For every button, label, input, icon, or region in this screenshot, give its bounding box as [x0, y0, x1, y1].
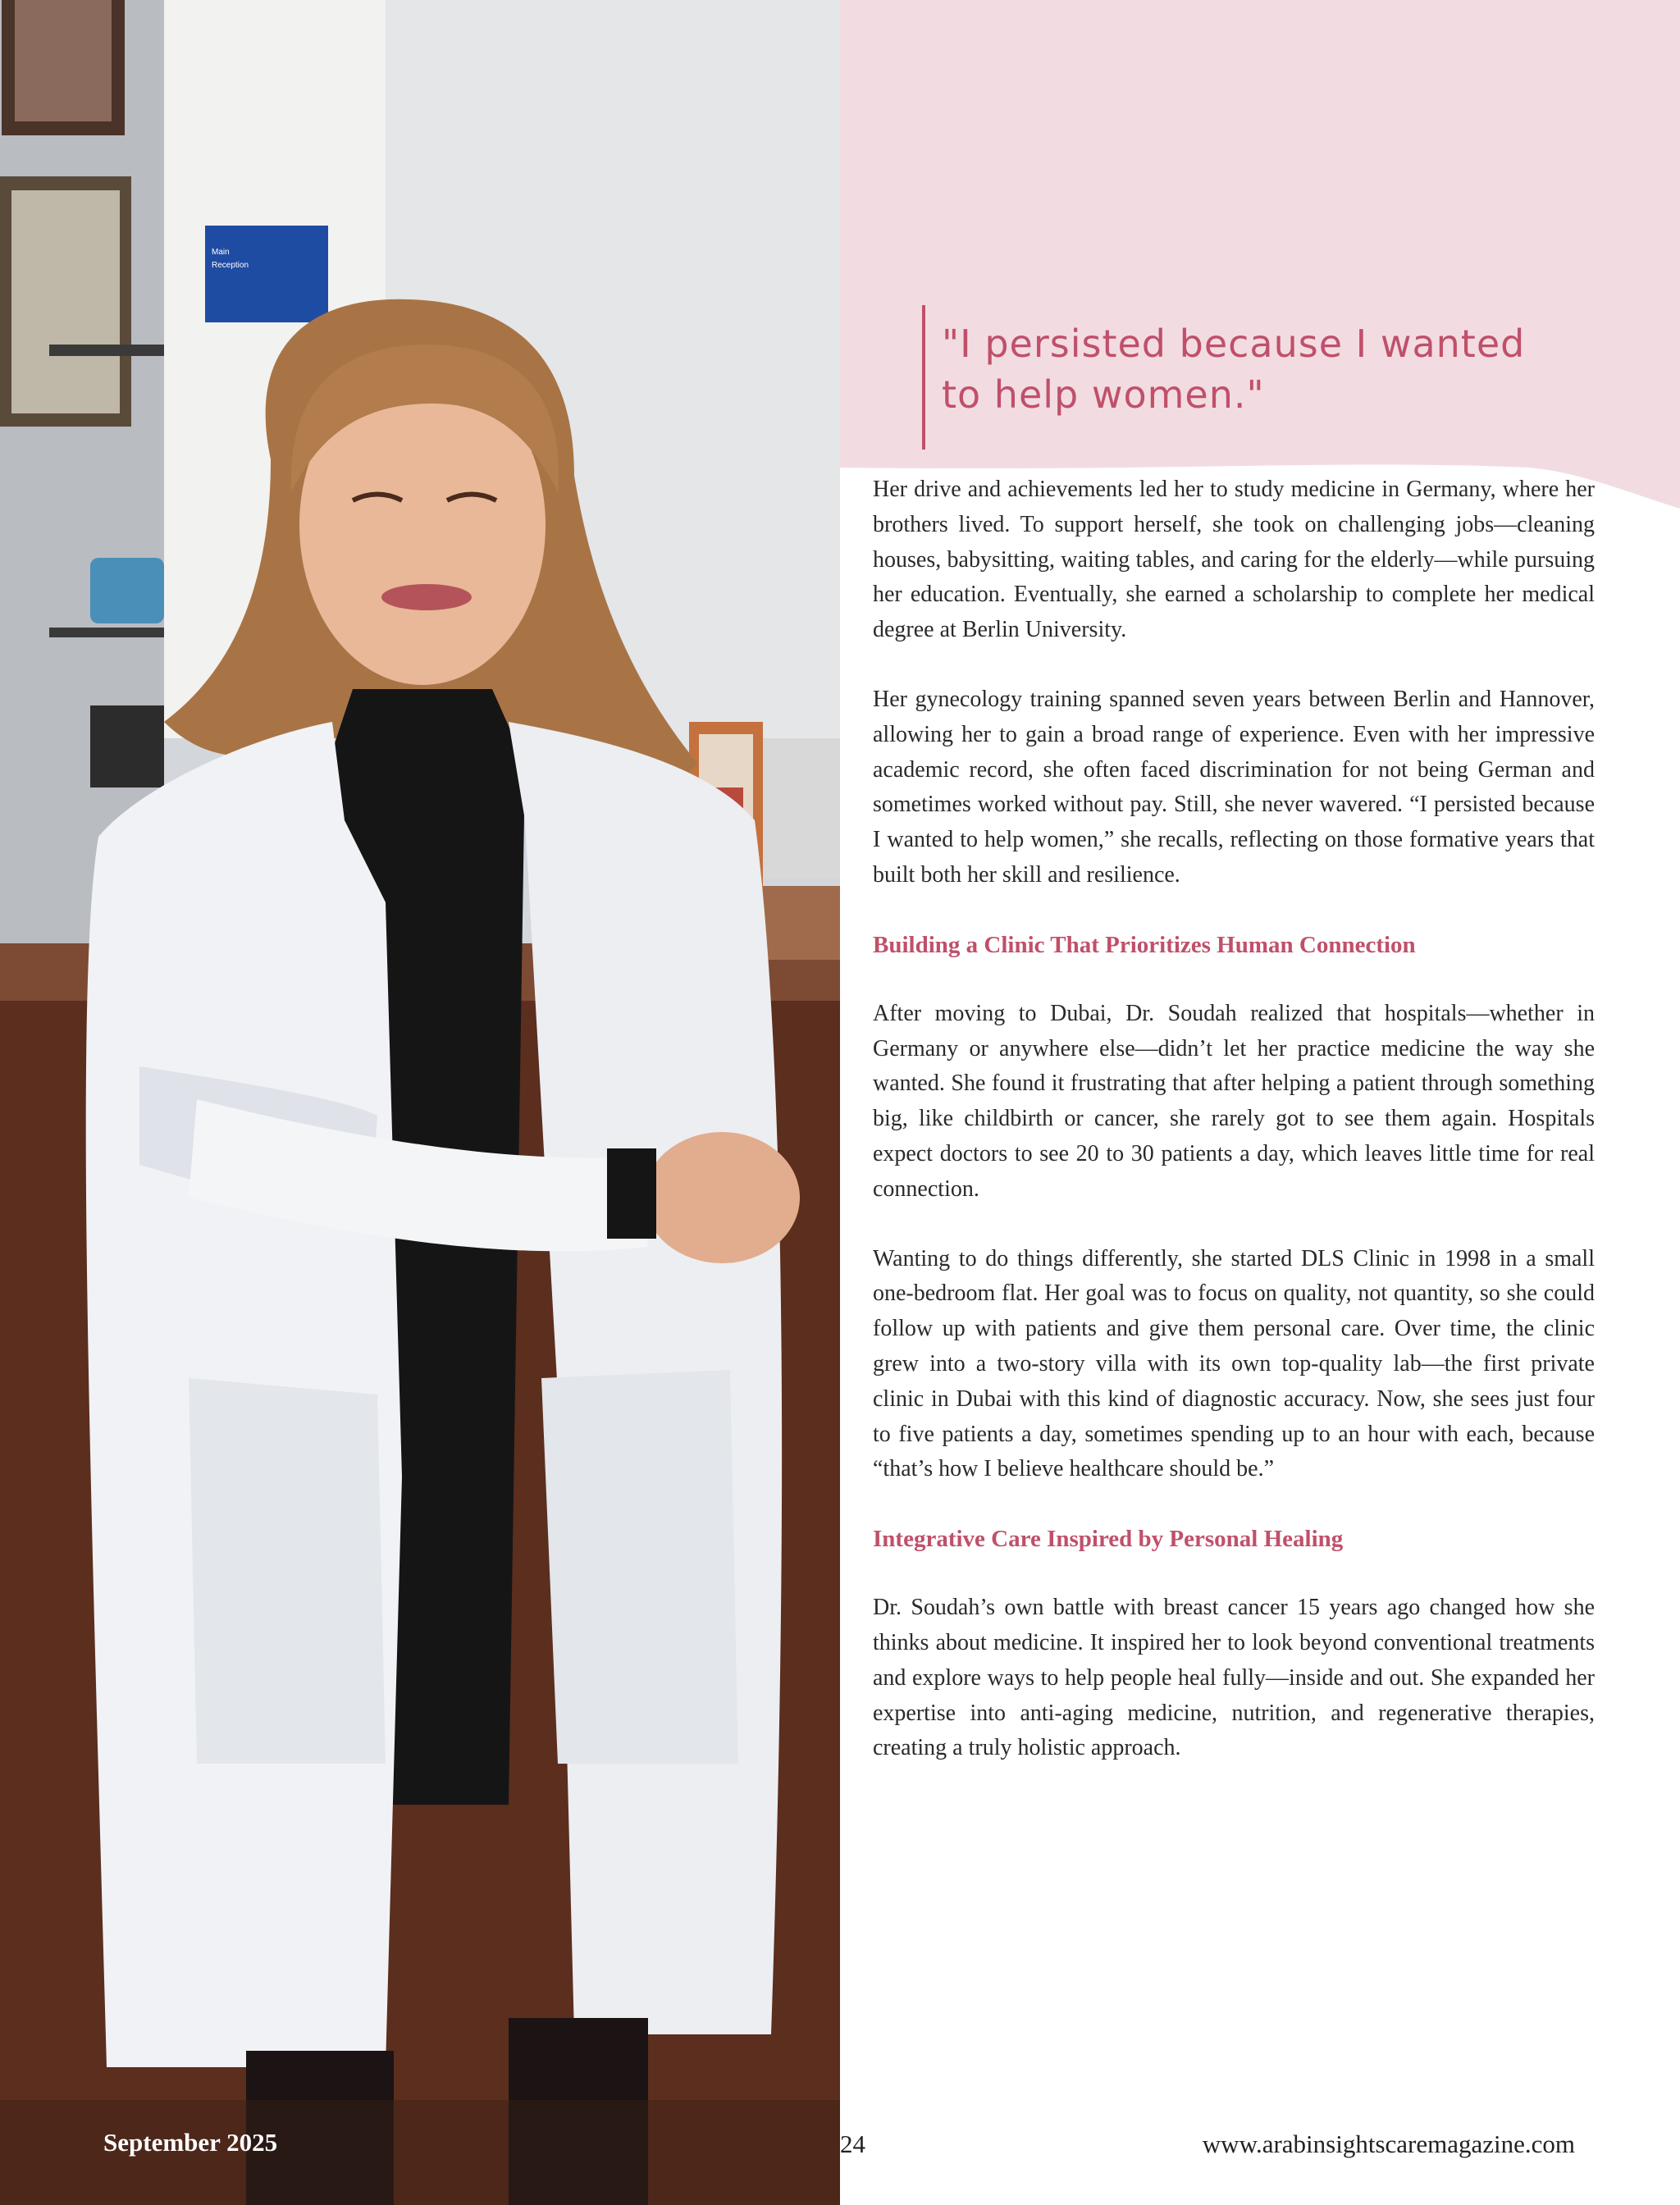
paragraph-1: Her drive and achievements led her to study medicine in Germany, where her brothers lived. To support herself, she took on challenging jobs—cleaning houses, babysitting, waiting tables, and caring for the elderly—while pursuing her education. Eventually, she earned a scholarship to complete her medical degree at Berlin University.: [873, 477, 1595, 643]
sign-line1: Main: [212, 248, 230, 257]
paragraph-5: Dr. Soudah’s own battle with breast cancer 15 years ago changed how she thinks about medicine. It inspired her to look beyond conventional treatments and explore ways to help people heal fully—inside and out. She expanded her expertise into anti-aging medicine, nutrition, and regenerative therapies, creating a truly holistic approach.: [873, 1595, 1595, 1761]
paragraph-4: Wanting to do things differently, she started DLS Clinic in 1998 in a small one-bedroom flat. Her goal was to focus on quality, not quantity, so she could follow up with patients and give them personal care. Over time, the clinic grew into a two-story villa with its own top-quality lab—the first private clinic in Dubai with this kind of diagnostic accuracy. Now, she sees just four to five patients a day, sometimes spending up to an hour with each, because “that’s how I believe healthcare should be.”: [873, 1245, 1595, 1482]
pull-quote-accent-bar: [922, 305, 925, 450]
section-heading-clinic: Building a Clinic That Prioritizes Human Connection: [873, 931, 1416, 958]
article-body: [873, 472, 1595, 1801]
pull-quote: "I persisted because I wanted to help women.": [942, 322, 1526, 417]
article-text-column: [840, 0, 1680, 2205]
page-number: 24: [840, 2130, 865, 2158]
paragraph-3: After moving to Dubai, Dr. Soudah realized that hospitals—whether in Germany or anywhere else—didn’t let her practice medicine the way she wanted. She found it frustrating that after helping a patient through something big, like childbirth or cancer, she rarely got to see them again. Hospitals expect doctors to see 20 to 30 patients a day, which leaves little time for real connection.: [873, 1000, 1595, 1202]
paragraph-2: Her gynecology training spanned seven years between Berlin and Hannover, allowing her to gain a broad range of experience. Even with her impressive academic record, she often faced discrimination for not being German and sometimes worked without pay. Still, she never wavered. “I persisted because I wanted to help women,” she recalls, reflecting on those formative years that built both her skill and resilience.: [873, 686, 1595, 888]
magazine-url[interactable]: www.arabinsightscaremagazine.com: [1202, 2130, 1575, 2158]
issue-date: September 2025: [103, 2128, 278, 2157]
sign-line2: Reception: [212, 261, 249, 270]
section-heading-integrative: Integrative Care Inspired by Personal Healing: [873, 1526, 1344, 1553]
